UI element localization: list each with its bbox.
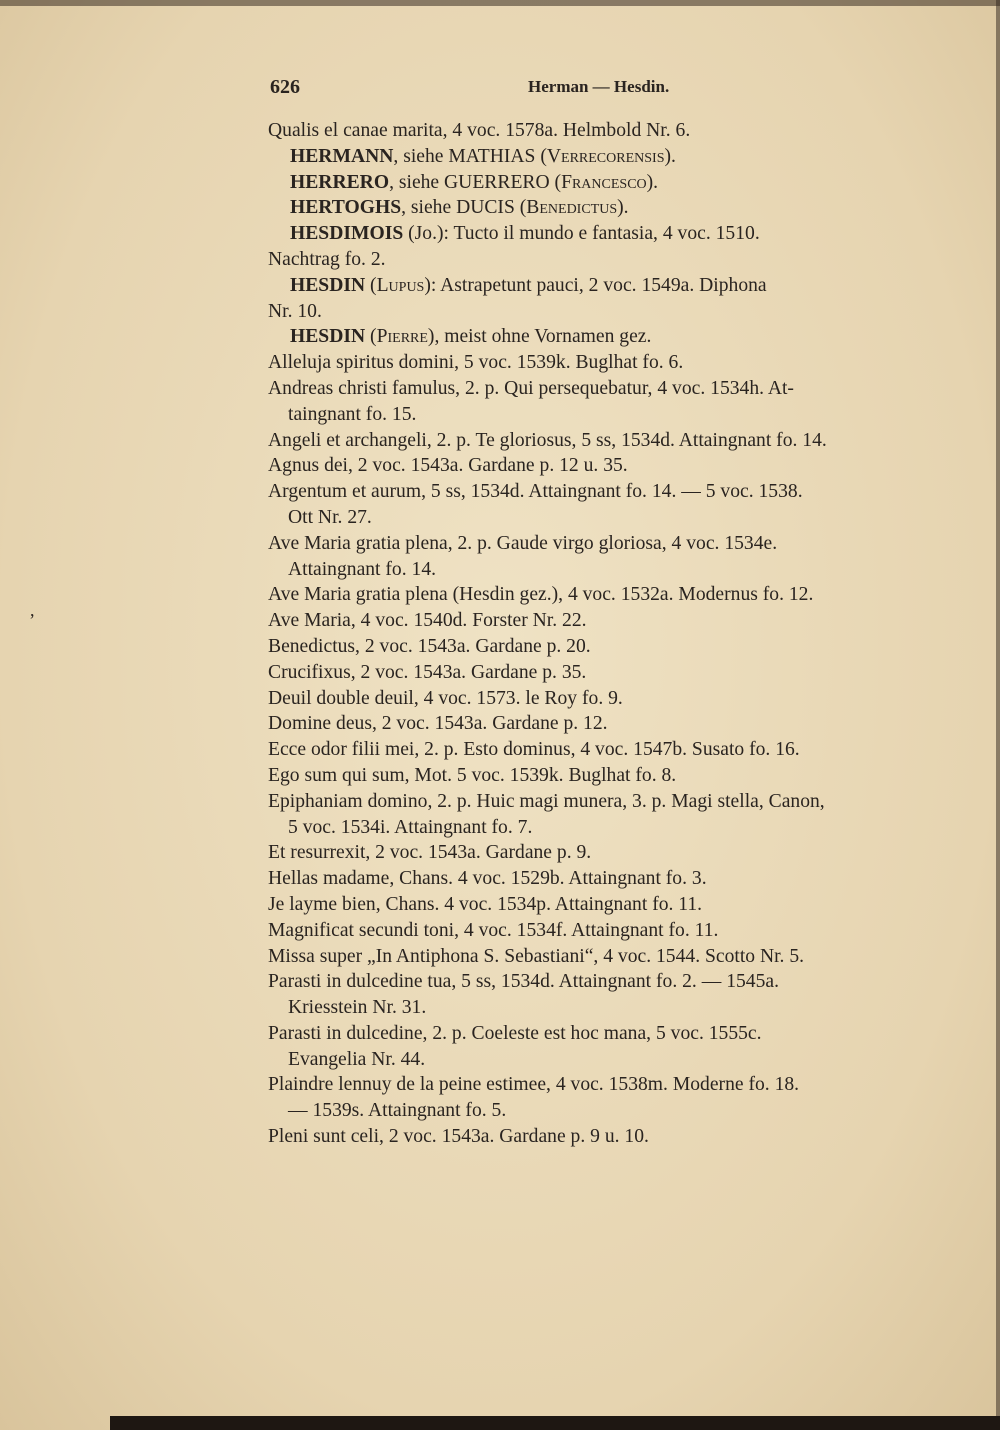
page-bottom-edge (110, 1416, 1000, 1430)
list-item: Missa super „In Antiphona S. Sebastiani“, 4 voc. 1544. Scotto Nr. 5. (268, 945, 805, 967)
list-item: Epiphaniam domino, 2. p. Huic magi munera, 3. p. Magi stella, Canon, 5 voc. 1534i. Attaingnant fo. 7. (268, 790, 825, 838)
list-item: Ecce odor filii mei, 2. p. Esto dominus, 4 voc. 1547b. Susato fo. 16. (268, 739, 800, 761)
entry-hesdin-pierre: HESDIN (Pierre), meist ohne Vornamen gez. (290, 326, 652, 348)
list-item: Parasti in dulcedine tua, 5 ss, 1534d. Attaingnant fo. 2. — 1545a. Kriesstein Nr. 31. (268, 971, 779, 1019)
list-item: Plaindre lennuy de la peine estimee, 4 voc. 1538m. Moderne fo. 18. — 1539s. Attaingnant fo. 5. (268, 1074, 800, 1122)
running-head: Herman — Hesdin. (528, 77, 670, 96)
entry-hesdimois-cont: Nachtrag fo. 2. (268, 248, 386, 270)
text-line: Qualis el canae marita, 4 voc. 1578a. Helmbold Nr. 6. (268, 120, 691, 141)
list-item: Je layme bien, Chans. 4 voc. 1534p. Attaingnant fo. 11. (268, 893, 703, 915)
page-top-edge (0, 0, 1000, 6)
list-item: Ave Maria gratia plena (Hesdin gez.), 4 voc. 1532a. Modernus fo. 12. (268, 584, 814, 606)
entry-hesdimois: HESDIMOIS (Jo.): Tucto il mundo e fantasia, 4 voc. 1510. (290, 223, 760, 245)
list-item: Deuil double deuil, 4 voc. 1573. le Roy fo. 9. (268, 687, 623, 709)
entry-hermann: HERMANN, siehe MATHIAS (Verrecorensis). (290, 145, 676, 167)
list-item: Parasti in dulcedine, 2. p. Coeleste est hoc mana, 5 voc. 1555c. Evangelia Nr. 44. (268, 1022, 762, 1070)
entry-herrero: HERRERO, siehe GUERRERO (Francesco). (290, 171, 659, 193)
entry-hertoghs: HERTOGHS, siehe DUCIS (Benedictus). (290, 197, 629, 219)
list-item: Benedictus, 2 voc. 1543a. Gardane p. 20. (268, 635, 591, 657)
list-item: Angeli et archangeli, 2. p. Te gloriosus, 5 ss, 1534d. Attaingnant fo. 14. (268, 429, 827, 451)
list-item: Magnificat secundi toni, 4 voc. 1534f. Attaingnant fo. 11. (268, 919, 719, 941)
list-item: Crucifixus, 2 voc. 1543a. Gardane p. 35. (268, 661, 587, 683)
list-item: Ego sum qui sum, Mot. 5 voc. 1539k. Buglhat fo. 8. (268, 764, 677, 786)
entry-hesdin-lupus: HESDIN (Lupus): Astrapetunt pauci, 2 voc. 1549a. Diphona (290, 274, 767, 296)
list-item: Hellas madame, Chans. 4 voc. 1529b. Attaingnant fo. 3. (268, 868, 707, 890)
entry-hesdin-lupus-cont: Nr. 10. (268, 300, 322, 322)
page-right-edge (996, 0, 1000, 1430)
list-item: Ave Maria gratia plena, 2. p. Gaude virgo gloriosa, 4 voc. 1534e. Attaingnant fo. 14. (268, 532, 778, 580)
list-item: Ave Maria, 4 voc. 1540d. Forster Nr. 22. (268, 610, 587, 632)
list-item: Andreas christi famulus, 2. p. Qui persequebatur, 4 voc. 1534h. At- taingnant fo. 15. (268, 377, 794, 425)
text-body (268, 118, 938, 1150)
list-item: Alleluja spiritus domini, 5 voc. 1539k. Buglhat fo. 6. (268, 352, 684, 374)
list-item: Pleni sunt celi, 2 voc. 1543a. Gardane p. 9 u. 10. (268, 1126, 649, 1148)
list-item: Argentum et aurum, 5 ss, 1534d. Attaingnant fo. 14. — 5 voc. 1538. Ott Nr. 27. (268, 481, 803, 528)
page-number: 626 (270, 76, 300, 98)
page-header (270, 76, 910, 102)
list-item: Agnus dei, 2 voc. 1543a. Gardane p. 12 u. 35. (268, 455, 628, 477)
list-item: Domine deus, 2 voc. 1543a. Gardane p. 12. (268, 713, 608, 735)
list-item: Et resurrexit, 2 voc. 1543a. Gardane p. 9. (268, 842, 592, 864)
margin-mark: , (30, 600, 35, 620)
works-list (268, 350, 938, 1150)
